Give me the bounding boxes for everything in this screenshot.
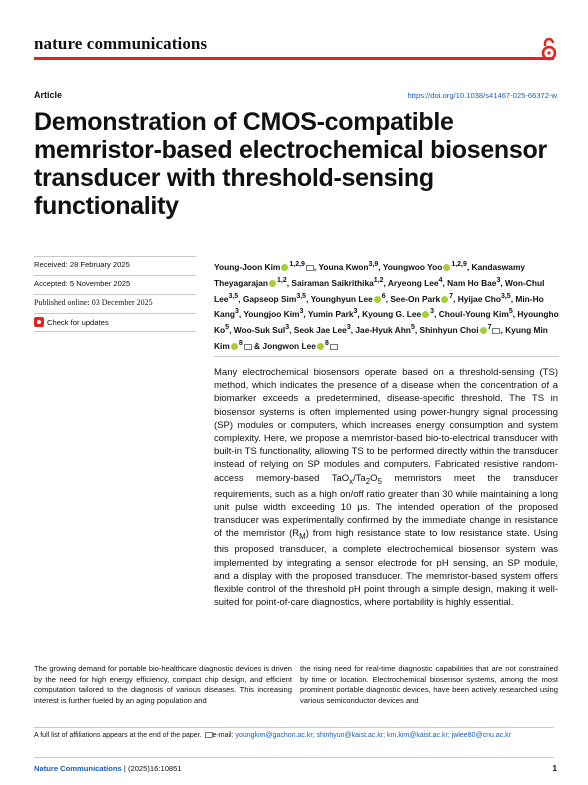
mail-icon[interactable] — [330, 344, 338, 350]
author-name[interactable]: Sairaman Saikrithika — [291, 277, 374, 288]
header-rule — [34, 57, 554, 60]
article-type: Article — [34, 90, 63, 100]
affiliation-marker: 5 — [410, 324, 415, 332]
affiliation-marker: 5 — [225, 324, 230, 332]
article-title: Demonstration of CMOS-compatible memristor-based electrochemical biosensor transducer with threshold-sensing functionality — [34, 108, 547, 220]
affiliation-footnote: A full list of affiliations appears at the end of the paper. e-mail: youngkim@gachon.ac.kr; shinhyun@kaist.ac.kr; km.kim@kaist.ac.kr; jwlee80@cnu.ac.kr — [34, 732, 511, 739]
doi-link[interactable]: https://doi.org/10.1038/s41467-025-66372-w — [407, 91, 557, 100]
affiliation-marker: 3,5 — [296, 292, 307, 300]
author-name[interactable]: Won-Chul Lee — [214, 277, 545, 304]
author-name[interactable]: Kyung Min Kim — [214, 324, 548, 351]
affiliation-marker: 5 — [508, 308, 513, 316]
author-name[interactable]: Kandaswamy Theyagarajan — [214, 261, 526, 288]
author-name[interactable]: Hyijae Cho — [457, 293, 501, 304]
affiliation-marker: 3 — [353, 308, 358, 316]
journal-name[interactable]: nature communications — [34, 34, 208, 53]
affiliation-marker: 3,9 — [368, 261, 379, 268]
affiliation-marker: 3,5 — [500, 292, 511, 300]
mail-icon[interactable] — [492, 328, 500, 334]
abstract: Many electrochemical biosensors operate based on a threshold-sensing (TS) method, which indicates the presence of a disease when the concentration of a biomarker exceeds a predetermined, disease-specific threshold. The TS in biosensor systems is often implemented using power-hungry signal processing (SP) modules or computers, which increases energy consumption and system complexity. Here, we propose a memristor-based bio-to-electrical transducer with built-in TS functionality, allowing TS to be performed directly within the transducer instead of relying on SP modules and computers. Fabricated resistive random-access memory-based $TaO_x/Ta_2O_5$ memristors meet the transducer requirements, such as a high on/off ratio greater than 30 while maintaining a long unit pulse width exceeding 10 μs. The intended operation of the proposed transducer was experimentally confirmed by the immediate change in resistance of the memristor $(R_M)$ from high resistance state to low resistance state. Using this proposed transducer, a complete electrochemical biosensor system was implemented by integrating a sensor electrode for pH sensing, an SP module, and a display with the proposed transducer. The memristor-based system offers flexible control of the threshold pH point through a simple design, making it well-suited for point-of-care diagnostics, where portability is highly essential. — [214, 367, 558, 609]
affiliation-marker: 6 — [381, 292, 386, 300]
check-for-updates-button[interactable] — [34, 317, 109, 327]
meta-divider — [34, 275, 196, 276]
author-name[interactable]: See-On Park — [390, 293, 441, 304]
email-links[interactable]: youngkim@gachon.ac.kr; shinhyun@kaist.ac.kr; km.kim@kaist.ac.kr; jwlee80@cnu.ac.kr — [235, 732, 511, 739]
affiliation-marker: 3 — [346, 324, 351, 332]
meta-divider — [34, 313, 196, 314]
footnote-divider — [34, 727, 554, 728]
mail-icon[interactable] — [306, 265, 314, 271]
meta-divider — [34, 256, 196, 257]
affiliation-marker: 1,2 — [373, 276, 384, 284]
affiliation-marker: 3 — [285, 324, 290, 332]
orcid-icon[interactable] — [269, 280, 276, 287]
received-date: Received: 28 February 2025 — [34, 260, 130, 269]
mail-icon[interactable] — [244, 344, 252, 350]
affiliation-marker: 8 — [324, 339, 329, 347]
affiliation-marker: 3,5 — [228, 292, 239, 300]
meta-divider — [34, 294, 196, 295]
author-name[interactable]: Kyoung G. Lee — [362, 309, 422, 320]
check-for-updates-label: Check for updates — [47, 317, 109, 327]
author-name[interactable]: Yumin Park — [307, 309, 354, 320]
author-name[interactable]: Shinhyun Choi — [419, 324, 479, 335]
affiliation-marker: 1,2 — [277, 276, 287, 284]
accepted-date: Accepted: 5 November 2025 — [34, 279, 131, 288]
crossmark-icon — [34, 317, 44, 327]
affiliation-marker: 8 — [238, 339, 243, 347]
affiliation-marker: 3 — [234, 308, 239, 316]
author-name[interactable]: Gapseop Sim — [242, 293, 297, 304]
affiliation-marker: 3 — [496, 276, 501, 284]
author-name[interactable]: Young-Joon Kim — [214, 261, 281, 272]
orcid-icon[interactable] — [231, 343, 238, 350]
orcid-icon[interactable] — [374, 296, 381, 303]
author-name[interactable]: Jae-Hyuk Ahn — [355, 324, 411, 335]
affiliation-marker: 4 — [438, 276, 443, 284]
author-name[interactable]: Youngjoo Kim — [243, 309, 300, 320]
affiliation-marker: 3 — [299, 308, 304, 316]
author-name[interactable]: Woo-Suk Sul — [233, 324, 286, 335]
author-name[interactable]: Hyoungho Ko — [214, 309, 559, 335]
author-name[interactable]: Youna Kwon — [318, 261, 369, 272]
orcid-icon[interactable] — [317, 343, 324, 350]
author-list: Young-Joon Kim $^{1,2,9}$ , Youna Kwon$^{3,9}$, Youngwoo Yoo $^{1,2,9}$, Kandaswamy Theyagarajan $^{1,2}$, Sairaman Saikrithika$^{1,2}$, Aryeong Lee$^4$, Nam Ho Bae$^3$, Won-Chul Lee$^{3,5}$, Gapseop Sim$^{3,5}$, Younghyun Lee $^6$, See-On Park $^7$, Hyijae Cho$^{3,5}$, Min-Ho Kang$^3$, Youngjoo Kim$^3$, Yumin Park$^3$, Kyoung G. Lee $^3$, Choul-Young Kim$^5$, Hyoungho Ko$^5$, Woo-Suk Sul$^3$, Seok Jae Lee$^3$, Jae-Hyuk Ahn$^5$, Shinhyun Choi $^7$ , Kyung Min Kim $^8$ & Jongwon Lee $^8$ — [214, 261, 559, 351]
page-number: 1 — [552, 764, 557, 773]
orcid-icon[interactable] — [281, 264, 288, 271]
published-date: Published online: 03 December 2025 — [34, 298, 153, 307]
author-name[interactable]: Youngwoo Yoo — [382, 261, 443, 272]
footer-citation: Nature Communications | (2025)16:10851 — [34, 764, 182, 773]
affiliation-marker: 1,2,9 — [451, 261, 467, 268]
author-name[interactable]: Choul-Young Kim — [438, 309, 509, 320]
author-name[interactable]: Min-Ho Kang — [214, 293, 544, 320]
affiliation-marker: 3 — [430, 308, 435, 316]
author-name[interactable]: Seok Jae Lee — [293, 324, 347, 335]
meta-divider — [34, 331, 196, 332]
author-name[interactable]: Nam Ho Bae — [447, 277, 497, 288]
author-name[interactable]: Younghyun Lee — [310, 293, 373, 304]
orcid-icon[interactable] — [443, 264, 450, 271]
orcid-icon[interactable] — [480, 327, 487, 334]
orcid-icon[interactable] — [441, 296, 448, 303]
affiliation-marker: 7 — [449, 292, 454, 300]
abstract-divider — [214, 356, 559, 357]
affiliation-marker: 1,2,9 — [289, 261, 305, 268]
orcid-icon[interactable] — [422, 311, 429, 318]
author-name[interactable]: Jongwon Lee — [262, 340, 316, 351]
body-column-right: the rising need for real-time diagnostic capabilities that are not constrained by time or location. Electrochemical biosensor systems, among the most prominent portable diagnostic devices, have been actively researched using various semiconductor devices and — [300, 664, 558, 705]
body-column-left: The growing demand for portable bio-healthcare diagnostic devices is driven by the need for high energy efficiency, compact chip design, and efficient computation tailored to the diagnosis of various diseases. This increasing interest is further fueled by an aging population and — [34, 664, 292, 705]
author-name[interactable]: Aryeong Lee — [387, 277, 439, 288]
footer-divider — [34, 757, 554, 758]
mail-icon — [205, 732, 213, 738]
affiliation-marker: 7 — [487, 324, 492, 332]
